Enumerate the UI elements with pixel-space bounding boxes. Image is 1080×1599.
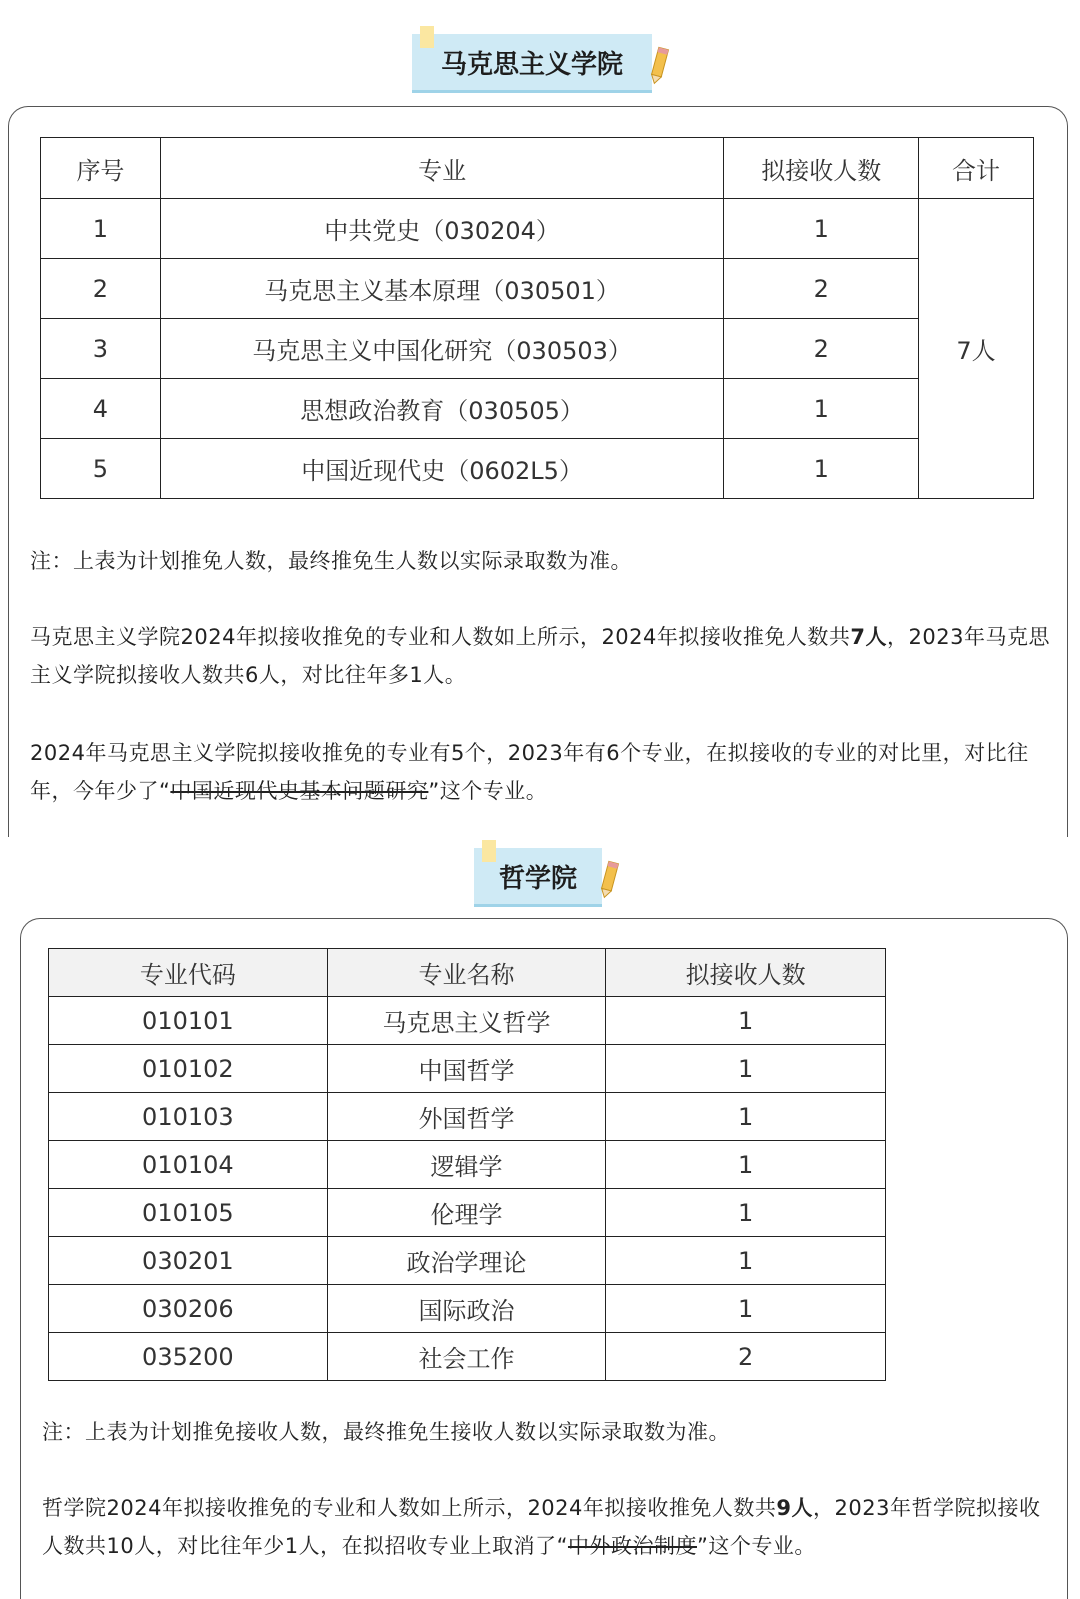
- sticky-note-icon: [420, 26, 434, 48]
- table-row: [41, 259, 1034, 319]
- row-code: 010102: [49, 1045, 328, 1093]
- row-major: 马克思主义基本原理（030501）: [160, 259, 723, 319]
- header-code: 专业代码: [49, 949, 328, 997]
- row-count: 1: [606, 1093, 886, 1141]
- section-title-philosophy: [474, 848, 602, 907]
- row-name: 国际政治: [327, 1285, 606, 1333]
- header-name: 专业名称: [327, 949, 606, 997]
- row-count: 2: [606, 1333, 886, 1381]
- row-count: 1: [724, 379, 919, 439]
- marxism-paragraph-2: 2024年马克思主义学院拟接收推免的专业有5个，2023年有6个专业，在拟接收的专业的对比里，对比往年，今年少了“中国近现代史基本问题研究”这个专业。: [30, 741, 1029, 803]
- table-row: [49, 1093, 886, 1141]
- row-name: 政治学理论: [327, 1237, 606, 1285]
- row-code: 010105: [49, 1189, 328, 1237]
- row-name: 逻辑学: [327, 1141, 606, 1189]
- row-code: 010104: [49, 1141, 328, 1189]
- row-count: 1: [606, 997, 886, 1045]
- row-no: 5: [41, 439, 161, 499]
- row-count: 1: [606, 1141, 886, 1189]
- row-count: 1: [724, 439, 919, 499]
- table-row: [49, 1141, 886, 1189]
- row-no: 1: [41, 199, 161, 259]
- row-count: 1: [606, 1045, 886, 1093]
- row-no: 2: [41, 259, 161, 319]
- row-code: 035200: [49, 1333, 328, 1381]
- sticky-note-icon: [482, 840, 496, 862]
- row-major: 思想政治教育（030505）: [160, 379, 723, 439]
- total-cell: 7人: [919, 199, 1034, 499]
- table-row: [41, 319, 1034, 379]
- header-count: 拟接收人数: [724, 138, 919, 199]
- row-major: 中国近现代史（0602L5）: [160, 439, 723, 499]
- table-row: [41, 439, 1034, 499]
- row-no: 3: [41, 319, 161, 379]
- row-no: 4: [41, 379, 161, 439]
- row-count: 1: [724, 199, 919, 259]
- row-count: 1: [606, 1189, 886, 1237]
- row-name: 伦理学: [327, 1189, 606, 1237]
- row-name: 马克思主义哲学: [327, 997, 606, 1045]
- header-major: 专业: [160, 138, 723, 199]
- table-row: [49, 997, 886, 1045]
- row-name: 社会工作: [327, 1333, 606, 1381]
- table-row: [49, 1333, 886, 1381]
- header-count: 拟接收人数: [606, 949, 886, 997]
- row-count: 1: [606, 1237, 886, 1285]
- row-code: 010101: [49, 997, 328, 1045]
- row-name: 外国哲学: [327, 1093, 606, 1141]
- row-count: 2: [724, 259, 919, 319]
- table-row: [41, 379, 1034, 439]
- row-code: 030206: [49, 1285, 328, 1333]
- row-code: 030201: [49, 1237, 328, 1285]
- row-name: 中国哲学: [327, 1045, 606, 1093]
- philosophy-note: 注：上表为计划推免接收人数，最终推免生接收人数以实际录取数为准。: [42, 1420, 730, 1444]
- table-row: [49, 1237, 886, 1285]
- row-major: 马克思主义中国化研究（030503）: [160, 319, 723, 379]
- row-count: 2: [724, 319, 919, 379]
- row-code: 010103: [49, 1093, 328, 1141]
- pencil-icon: [598, 860, 620, 900]
- table-row: [41, 199, 1034, 259]
- marxism-note: 注：上表为计划推免人数，最终推免生人数以实际录取数为准。: [30, 549, 632, 573]
- header-total: 合计: [919, 138, 1034, 199]
- philosophy-paragraph-1: 哲学院2024年拟接收推免的专业和人数如上所示，2024年拟接收推免人数共9人，2023年哲学院拟接收人数共10人，对比往年少1人，在拟招收专业上取消了“中外政治制度”这个专业。: [42, 1496, 1041, 1558]
- marxism-table: [40, 137, 1034, 499]
- table-row: [49, 1045, 886, 1093]
- table-row: [49, 1285, 886, 1333]
- philosophy-table: [48, 948, 886, 1381]
- table-row: [49, 1189, 886, 1237]
- marxism-paragraph-1: 马克思主义学院2024年拟接收推免的专业和人数如上所示，2024年拟接收推免人数共7人，2023年马克思主义学院拟接收人数共6人，对比往年多1人。: [30, 625, 1050, 687]
- section-title-text: 马克思主义学院: [440, 49, 623, 80]
- section-title-text: 哲学院: [498, 863, 577, 894]
- pencil-icon: [648, 46, 670, 86]
- row-count: 1: [606, 1285, 886, 1333]
- header-no: 序号: [41, 138, 161, 199]
- row-major: 中共党史（030204）: [160, 199, 723, 259]
- section-title-marxism: [412, 34, 652, 93]
